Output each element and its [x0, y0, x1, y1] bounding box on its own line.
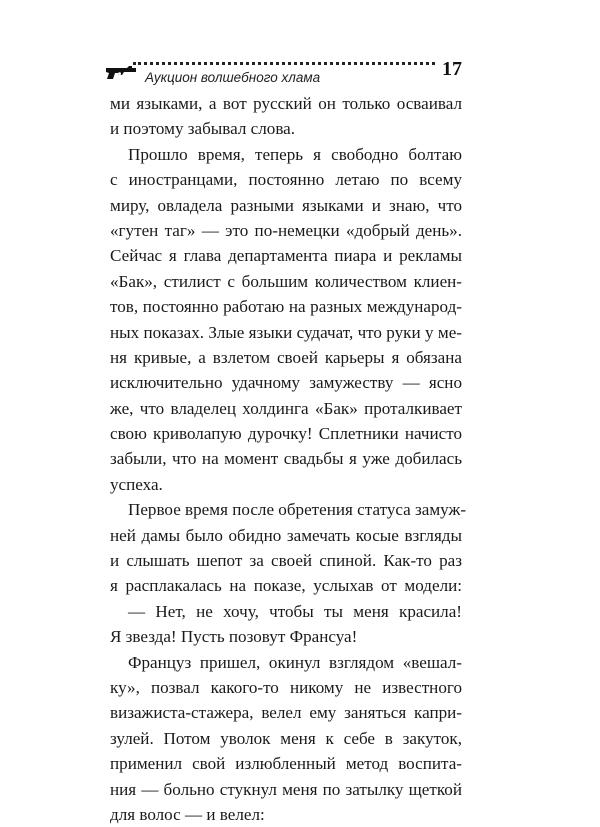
text-line: ми языками, а вот русский он только осваивал	[110, 94, 462, 113]
text-line: ней дамы было обидно замечать косые взгляды	[110, 525, 462, 545]
text-line: же, что владелец холдинга «Бак» проталкивает	[110, 398, 462, 418]
running-header	[105, 58, 465, 88]
text-line: Француз пришел, окинул взглядом «вешал-	[128, 652, 462, 672]
text-line: ния — больно стукнул меня по затылку щеткой	[110, 779, 462, 799]
revolver-icon	[105, 64, 137, 80]
text-line: Сейчас я глава департамента пиара и рекламы	[110, 246, 462, 266]
text-line: ня кривые, а взлетом своей карьеры я обязана	[110, 347, 462, 367]
text-line: тов, постоянно работаю на разных международ-	[110, 297, 462, 317]
text-line: Первое время после обретения статуса замуж-	[128, 500, 467, 520]
body-text	[110, 91, 467, 827]
text-line: свою криволапую дурочку! Сплетники начисто	[110, 424, 462, 444]
running-title: Аукцион волшебного хлама	[145, 70, 321, 85]
dotted-rule	[133, 62, 435, 65]
text-line: забыли, что на момент свадьбы я уже добилась	[110, 449, 462, 469]
text-line: «гутен таг» — это по-немецки «добрый день».	[110, 220, 462, 240]
text-line: для волос — и велел:	[110, 804, 265, 824]
text-line: успеха.	[110, 474, 163, 494]
text-line: и поэтому забывал слова.	[110, 119, 296, 139]
page-number: 17	[442, 58, 462, 80]
text-line: и слышать шепот за своей спиной. Как-то раз	[110, 551, 462, 571]
text-line: зулей. Потом уволок меня к себе в закуток,	[110, 728, 462, 748]
text-line: миру, овладела разными языками и знаю, что	[110, 195, 462, 215]
text-line: «Бак», стилист с большим количеством клиен-	[110, 271, 462, 291]
text-line: Я звезда! Пусть позовут Франсуа!	[110, 627, 358, 647]
text-line: ных показах. Злые языки судачат, что руки у ме-	[110, 322, 462, 342]
text-line: — Нет, не хочу, чтобы ты меня красила!	[128, 601, 462, 621]
text-line: Прошло время, теперь я свободно болтаю	[128, 144, 462, 164]
text-line: я расплакалась на показе, услыхав от модели:	[110, 576, 462, 596]
text-line: визажиста-стажера, велел ему заняться капри-	[110, 703, 462, 723]
text-line: применил свой излюбленный метод воспита-	[110, 754, 462, 774]
text-line: исключительно удачному замужеству — ясно	[110, 373, 462, 393]
text-line: ку», позвал какого-то никому не известного	[110, 677, 462, 697]
text-line: с иностранцами, постоянно летаю по всему	[110, 170, 462, 190]
